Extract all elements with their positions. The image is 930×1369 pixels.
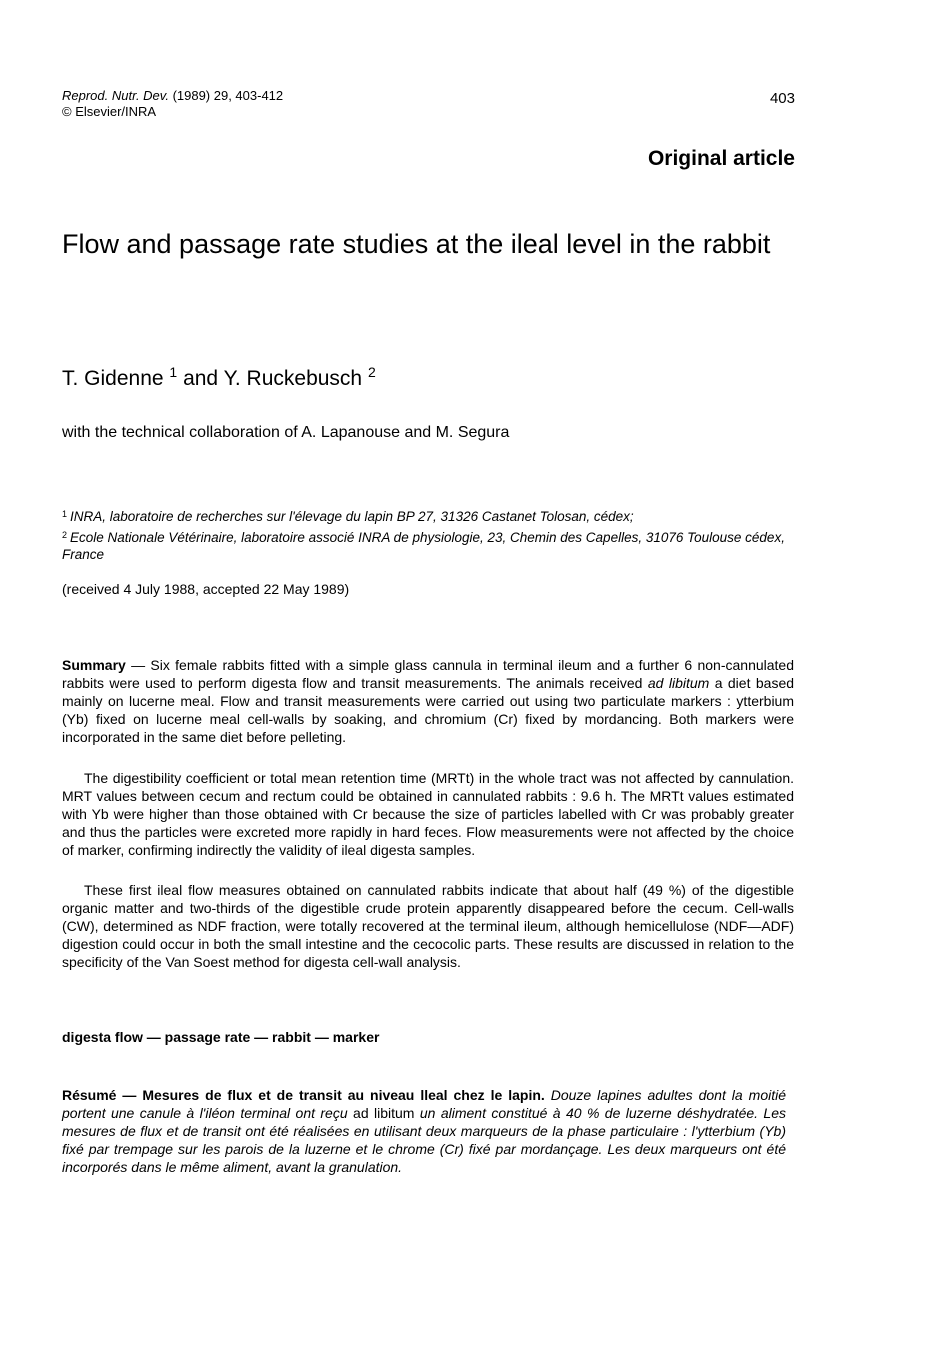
paper-title: Flow and passage rate studies at the ileal level in the rabbit <box>62 229 771 259</box>
received-dates: (received 4 July 1988, accepted 22 May 1989) <box>62 581 350 597</box>
summary-paragraph-1 <box>62 656 794 746</box>
summary-paragraph-2: The digestibility coefficient or total mean retention time (MRTt) in the whole tract was not affected by cannulation. MRT values between cecum and rectum could be obtained in cannulated rabbits : 9.6 h. The MRTt values estimated with Yb were higher than those obtained with Cr because the size of particles labelled with Cr was probably greater and thus the particles were excreted more rapidly in hard feces. Flow measurements were not affected by the choice of marker, confirming indirectly the validity of ileal digesta samples. <box>62 770 794 858</box>
author-1: T. Gidenne <box>62 367 164 390</box>
page-number: 403 <box>769 90 795 107</box>
author-2: Y. Ruckebusch <box>223 367 363 390</box>
authors <box>62 364 376 391</box>
resume-text-b: un aliment constitué à 40 % de luzerne déshydratée. Les mesures de flux et de transit ont été réalisées en utilisant deux marqueurs de la phase particulaire : l'ytterbium (Yb) fixé par trempage sur les parois de la luzerne et le chrome (Cr) fixé par mordançage. Les deux marqueurs ont été incorporés dans le même aliment, avant la granulation. <box>62 1105 786 1175</box>
affiliation-2 <box>62 527 802 563</box>
affiliation-2-text: Ecole Nationale Vétérinaire, laboratoire associé INRA de physiologie, 23, Chemin des Capelles, 31076 Toulouse cédex, France <box>62 530 785 562</box>
journal-name: Reprod. Nutr. Dev. <box>62 88 169 103</box>
journal-citation <box>62 88 283 120</box>
summary-paragraph-3: These first ileal flow measures obtained on cannulated rabbits indicate that about half (49 %) of the digestible organic matter and two-thirds of the digestible crude protein apparently disappeared before the cecum. Cell-walls (CW), determined as NDF fraction, were totally recovered at the terminal ileum, although hemicellulose (NDF—ADF) digestion could occur in both the small intestine and the cecocolic parts. These results are discussed in relation to the specificity of the Van Soest method for digesta cell-wall analysis. <box>62 882 794 970</box>
summary-label: Summary <box>62 657 126 673</box>
author-1-affil-mark: 1 <box>169 364 178 380</box>
keywords: digesta flow — passage rate — rabbit — marker <box>62 1029 380 1045</box>
summary-p1-b: a diet based mainly on lucerne meal. Flow and transit measurements were carried out using two particulate markers : ytterbium (Yb) fixed on lucerne meal cell-walls by soaking, and chromium (Cr) fixed by mordancing. Both markers were incorporated in the same diet before pelleting. <box>62 675 795 745</box>
affiliation-2-number: 2 <box>62 530 68 540</box>
affiliation-1-text: INRA, laboratoire de recherches sur l'élevage du lapin BP 27, 31326 Castanet Tolosan, cédex; <box>70 509 634 524</box>
resume-text-upright: ad libitum <box>353 1105 415 1121</box>
resume-text-a: Douze lapines adultes dont la moitié portent une canule à l'iléon terminal ont reçu <box>62 1087 786 1121</box>
affiliation-1 <box>62 506 802 525</box>
collaboration-note: with the technical collaboration of A. Lapanouse and M. Segura <box>62 424 510 441</box>
resume-paragraph <box>62 1086 786 1176</box>
resume-lead: Résumé — Mesures de flux et de transit au niveau lleal chez le lapin. <box>62 1087 545 1103</box>
summary-p1-a: — Six female rabbits fitted with a simple glass cannula in terminal ileum and a further 6 non-cannulated rabbits were used to perform digesta flow and transit measurements. The animals received <box>62 657 794 691</box>
article-type: Original article <box>647 147 795 170</box>
author-joiner: and <box>183 367 219 390</box>
affiliation-1-number: 1 <box>62 509 68 519</box>
copyright: © Elsevier/INRA <box>62 104 157 119</box>
summary-p1-italic: ad libitum <box>647 675 710 691</box>
author-2-affil-mark: 2 <box>367 364 376 380</box>
citation-volume: (1989) 29, 403-412 <box>172 88 284 103</box>
